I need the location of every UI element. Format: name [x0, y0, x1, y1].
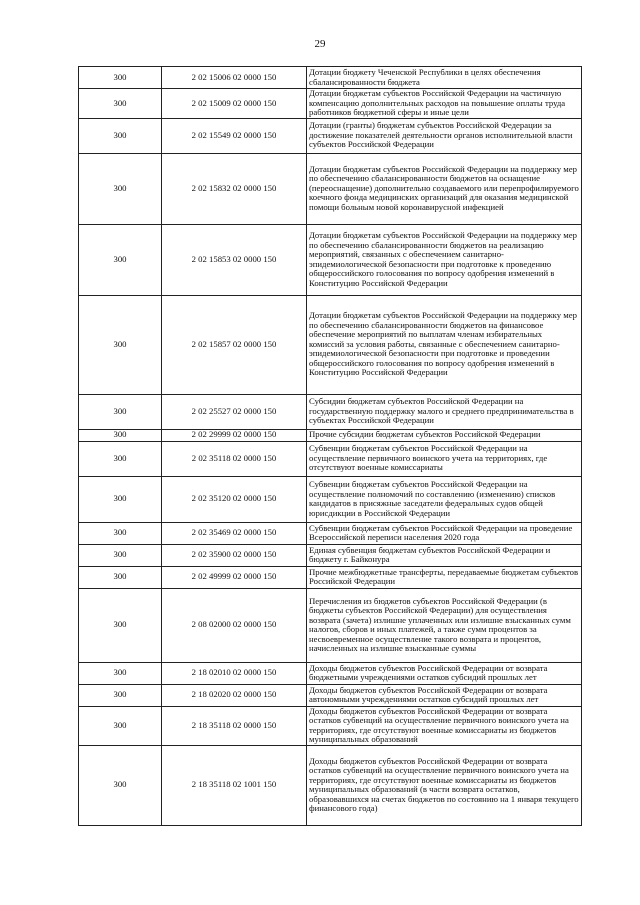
budget-code-cell: 2 18 35118 02 1001 150: [162, 745, 307, 825]
table-row: [79, 89, 582, 119]
admin-code-cell: 300: [79, 429, 162, 441]
budget-code-cell: 2 02 15549 02 0000 150: [162, 118, 307, 153]
budget-code-cell: 2 02 15857 02 0000 150: [162, 295, 307, 394]
admin-code-cell: 300: [79, 153, 162, 224]
table-row: [79, 394, 582, 429]
admin-code-cell: 300: [79, 522, 162, 544]
admin-code-cell: 300: [79, 684, 162, 706]
budget-code-cell: 2 02 25527 02 0000 150: [162, 394, 307, 429]
table-row: [79, 662, 582, 684]
budget-code-cell: 2 02 35118 02 0000 150: [162, 441, 307, 476]
description-cell: Субвенции бюджетам субъектов Российской Федерации на осуществление полномочий по составлению (изменению) списков кандидатов в присяжные заседатели федеральных судов общей юрисдикции в Российской Федерации: [307, 476, 582, 522]
table-row: [79, 153, 582, 224]
table-row: [79, 429, 582, 441]
description-cell: Субсидии бюджетам субъектов Российской Федерации на государственную поддержку малого и среднего предпринимательства в субъектах Российской Федерации: [307, 394, 582, 429]
table-row: [79, 295, 582, 394]
description-cell: Перечисления из бюджетов субъектов Российской Федерации (в бюджеты субъектов Российской Федерации) для осуществления возврата (зачета) излишне уплаченных или излишне взысканных сумм налогов, сборов и иных платежей, а также сумм процентов за несвоевременное осуществление такого возврата и процентов, начисленных на излишне взысканные суммы: [307, 588, 582, 662]
budget-code-cell: 2 02 35469 02 0000 150: [162, 522, 307, 544]
budget-code-cell: 2 02 49999 02 0000 150: [162, 566, 307, 588]
admin-code-cell: 300: [79, 224, 162, 295]
page-number: 29: [314, 38, 326, 50]
budget-code-cell: 2 18 35118 02 0000 150: [162, 706, 307, 745]
table-row: [79, 476, 582, 522]
budget-code-cell: 2 18 02020 02 0000 150: [162, 684, 307, 706]
admin-code-cell: 300: [79, 67, 162, 89]
admin-code-cell: 300: [79, 441, 162, 476]
admin-code-cell: 300: [79, 566, 162, 588]
admin-code-cell: 300: [79, 745, 162, 825]
table-row: [79, 684, 582, 706]
budget-code-cell: 2 02 15006 02 0000 150: [162, 67, 307, 89]
table-row: [79, 224, 582, 295]
budget-code-cell: 2 02 29999 02 0000 150: [162, 429, 307, 441]
description-cell: Доходы бюджетов субъектов Российской Федерации от возврата остатков субвенций на осуществление первичного воинского учета на территориях, где отсутствуют военные комиссариаты из бюджетов муниципальных образований (в части возврата остатков, образовавшихся на счетах бюджетов по состоянию на 1 января текущего финансового года): [307, 745, 582, 825]
description-cell: Доходы бюджетов субъектов Российской Федерации от возврата остатков субвенций на осуществление первичного воинского учета на территориях, где отсутствуют военные комиссариаты из бюджетов муниципальных образований: [307, 706, 582, 745]
description-cell: Доходы бюджетов субъектов Российской Федерации от возврата автономными учреждениями остатков субсидий прошлых лет: [307, 684, 582, 706]
description-cell: Дотации (гранты) бюджетам субъектов Российской Федерации за достижение показателей деятельности органов исполнительной власти субъектов Российской Федерации: [307, 118, 582, 153]
description-cell: Субвенции бюджетам субъектов Российской Федерации на осуществление первичного воинского учета на территориях, где отсутствуют военные комиссариаты: [307, 441, 582, 476]
admin-code-cell: 300: [79, 544, 162, 566]
table-row: [79, 522, 582, 544]
admin-code-cell: 300: [79, 118, 162, 153]
description-cell: Доходы бюджетов субъектов Российской Федерации от возврата бюджетными учреждениями остатков субсидий прошлых лет: [307, 662, 582, 684]
description-cell: Прочие субсидии бюджетам субъектов Российской Федерации: [307, 429, 582, 441]
admin-code-cell: 300: [79, 662, 162, 684]
table-row: [79, 441, 582, 476]
budget-code-cell: 2 02 15853 02 0000 150: [162, 224, 307, 295]
table-row: [79, 706, 582, 745]
admin-code-cell: 300: [79, 588, 162, 662]
description-cell: Прочие межбюджетные трансферты, передаваемые бюджетам субъектов Российской Федерации: [307, 566, 582, 588]
table-row: [79, 566, 582, 588]
table-row: [79, 745, 582, 825]
table-body: [79, 67, 582, 826]
table-row: [79, 118, 582, 153]
admin-code-cell: 300: [79, 295, 162, 394]
table-row: [79, 544, 582, 566]
budget-code-cell: 2 02 15009 02 0000 150: [162, 89, 307, 119]
budget-code-cell: 2 18 02010 02 0000 150: [162, 662, 307, 684]
description-cell: Дотации бюджетам субъектов Российской Федерации на поддержку мер по обеспечению сбалансированности бюджетов на реализацию мероприятий, связанных с обеспечением санитарно-эпидемиологической безопасности при подготовке к проведению общероссийского голосования по вопросу одобрения изменений в Конституцию Российской Федерации: [307, 224, 582, 295]
budget-code-cell: 2 02 35900 02 0000 150: [162, 544, 307, 566]
table-row: [79, 588, 582, 662]
budget-code-cell: 2 02 35120 02 0000 150: [162, 476, 307, 522]
budget-revenue-table: [78, 66, 582, 826]
budget-code-cell: 2 02 15832 02 0000 150: [162, 153, 307, 224]
admin-code-cell: 300: [79, 394, 162, 429]
admin-code-cell: 300: [79, 476, 162, 522]
description-cell: Единая субвенция бюджетам субъектов Российской Федерации и бюджету г. Байконура: [307, 544, 582, 566]
description-cell: Дотации бюджету Чеченской Республики в целях обеспечения сбалансированности бюджета: [307, 67, 582, 89]
admin-code-cell: 300: [79, 89, 162, 119]
budget-code-cell: 2 08 02000 02 0000 150: [162, 588, 307, 662]
description-cell: Дотации бюджетам субъектов Российской Федерации на частичную компенсацию дополнительных расходов на повышение оплаты труда работников бюджетной сферы и иные цели: [307, 89, 582, 119]
table-row: [79, 67, 582, 89]
description-cell: Дотации бюджетам субъектов Российской Федерации на поддержку мер по обеспечению сбалансированности бюджетов на финансовое обеспечение мероприятий по выплатам членам избирательных комиссий за условия работы, связанные с обеспечением санитарно-эпидемиологической безопасности при подготовке и проведении общероссийского голосования по вопросу одобрения изменений в Конституцию Российской Федерации: [307, 295, 582, 394]
description-cell: Дотации бюджетам субъектов Российской Федерации на поддержку мер по обеспечению сбалансированности бюджетов на оснащение (переоснащение) дополнительно создаваемого или перепрофилируемого коечного фонда медицинских организаций для оказания медицинской помощи больным новой коронавирусной инфекцией: [307, 153, 582, 224]
description-cell: Субвенции бюджетам субъектов Российской Федерации на проведение Всероссийской переписи населения 2020 года: [307, 522, 582, 544]
admin-code-cell: 300: [79, 706, 162, 745]
